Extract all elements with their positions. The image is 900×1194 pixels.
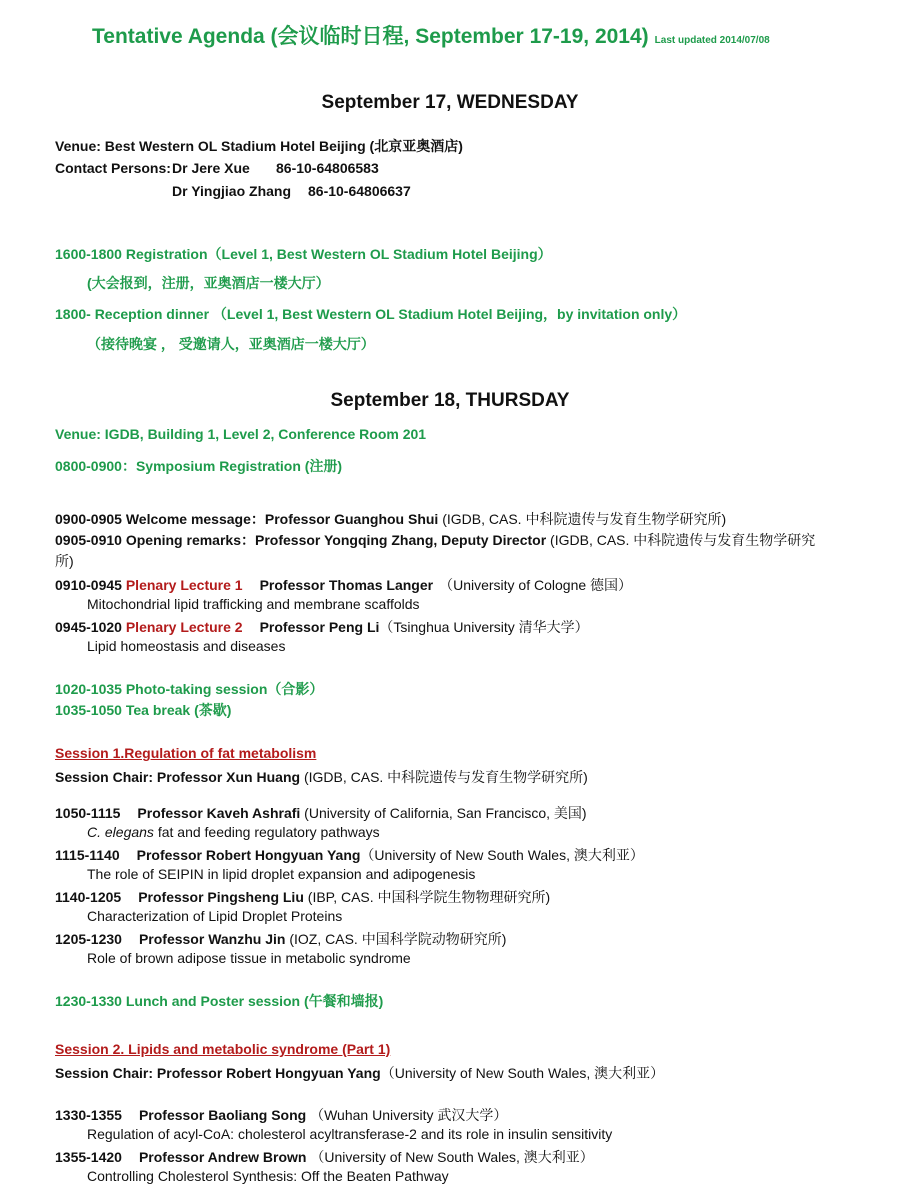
talk2-line bbox=[55, 845, 644, 865]
plenary1-time: 0910-0945 bbox=[55, 577, 126, 593]
talk-speaker: Professor Andrew Brown bbox=[138, 1149, 307, 1165]
contact-persons-label: Contact Persons: bbox=[55, 160, 171, 176]
day1-registration-cn: (大会报到，注册，亚奥酒店一楼大厅） bbox=[87, 275, 330, 291]
session1-chair-affil: (IGDB, CAS. 中科院遗传与发育生物学研究所) bbox=[300, 769, 588, 785]
day1-venue: Venue: Best Western OL Stadium Hotel Beijing (北京亚奥酒店) bbox=[55, 138, 463, 154]
talk1-line bbox=[55, 803, 587, 823]
talk-speaker: Professor Wanzhu Jin bbox=[138, 931, 286, 947]
talk-time: 1140-1205 bbox=[55, 889, 122, 905]
day2-registration: 0800-0900：Symposium Registration (注册) bbox=[55, 458, 343, 474]
plenary1-speaker: Professor Thomas Langer bbox=[259, 577, 434, 593]
plenary2-label: Plenary Lecture 2 bbox=[125, 619, 243, 635]
talk4-topic: Role of brown adipose tissue in metabolic syndrome bbox=[87, 950, 411, 966]
talk-time: 1355-1420 bbox=[55, 1149, 122, 1165]
last-updated: Last updated 2014/07/08 bbox=[654, 35, 770, 46]
contact2-name: Dr Yingjiao Zhang bbox=[172, 183, 292, 199]
opening-affil: (IGDB, CAS. 中科院遗传与发育生物学研究 bbox=[546, 532, 816, 548]
session2-chair-name: Session Chair: Professor Robert Hongyuan Yang bbox=[55, 1065, 381, 1081]
session2-chair-affil: （University of New South Wales, 澳大利亚） bbox=[380, 1065, 665, 1081]
talk-affil: (University of California, San Francisco, 美国) bbox=[300, 805, 587, 821]
talk-affil: (IOZ, CAS. 中国科学院动物研究所) bbox=[285, 931, 507, 947]
page-title bbox=[92, 20, 770, 50]
talk6-topic: Controlling Cholesterol Synthesis: Off the Beaten Pathway bbox=[87, 1168, 449, 1184]
welcome-bold: 0900-0905 Welcome message：Professor Guanghou Shui bbox=[55, 511, 439, 527]
plenary1-affil: （University of Cologne 德国） bbox=[439, 577, 633, 593]
welcome-line bbox=[55, 509, 726, 529]
session1-chair bbox=[55, 767, 588, 787]
talk4-line bbox=[55, 929, 506, 949]
day1-dinner-cn: （接待晚宴 ， 受邀请人，亚奥酒店一楼大厅） bbox=[87, 336, 375, 352]
talk1-topic bbox=[87, 824, 380, 840]
day1-registration: 1600-1800 Registration（Level 1, Best Western OL Stadium Hotel Beijing） bbox=[55, 246, 552, 262]
welcome-affil: (IGDB, CAS. 中科院遗传与发育生物学研究所) bbox=[438, 511, 727, 527]
talk-time: 1205-1230 bbox=[55, 931, 122, 947]
plenary2-time: 0945-1020 bbox=[55, 619, 126, 635]
title-text: Tentative Agenda (会议临时日程, September 17-19, 2014) bbox=[92, 25, 649, 48]
opening-bold: 0905-0910 Opening remarks：Professor Yongqing Zhang, Deputy Director bbox=[55, 532, 547, 548]
opening-wrap: 所) bbox=[55, 553, 74, 569]
talk-topic: fat and feeding regulatory pathways bbox=[153, 824, 380, 840]
tea-break: 1035-1050 Tea break (茶歇) bbox=[55, 702, 232, 718]
session2-chair bbox=[55, 1063, 664, 1083]
talk-speaker: Professor Kaveh Ashrafi bbox=[137, 805, 301, 821]
day1-heading: September 17, WEDNESDAY bbox=[321, 92, 579, 113]
day2-heading: September 18, THURSDAY bbox=[330, 390, 570, 411]
session1-title: Session 1.Regulation of fat metabolism bbox=[55, 745, 317, 761]
plenary2-topic: Lipid homeostasis and diseases bbox=[87, 638, 286, 654]
talk-affil: (IBP, CAS. 中国科学院生物物理研究所) bbox=[303, 889, 551, 905]
talk-affil: （University of New South Wales, 澳大利亚） bbox=[360, 847, 644, 863]
talk-speaker: Professor Baoliang Song bbox=[138, 1107, 307, 1123]
talk-topic-italic: C. elegans bbox=[87, 824, 154, 840]
talk-speaker: Professor Robert Hongyuan Yang bbox=[136, 847, 361, 863]
plenary2-line bbox=[55, 617, 589, 637]
plenary1-label: Plenary Lecture 1 bbox=[125, 577, 243, 593]
day2-venue: Venue: IGDB, Building 1, Level 2, Conference Room 201 bbox=[55, 426, 427, 442]
talk-time: 1330-1355 bbox=[55, 1107, 122, 1123]
session2-title: Session 2. Lipids and metabolic syndrome (Part 1) bbox=[55, 1041, 391, 1057]
talk6-line bbox=[55, 1147, 594, 1167]
talk5-topic: Regulation of acyl-CoA: cholesterol acyltransferase-2 and its role in insulin sensitivity bbox=[87, 1126, 613, 1142]
contact1-name: Dr Jere Xue bbox=[172, 160, 250, 176]
day1-dinner: 1800- Reception dinner （Level 1, Best Western OL Stadium Hotel Beijing，by invitation only） bbox=[55, 306, 687, 322]
talk-affil: （University of New South Wales, 澳大利亚） bbox=[306, 1149, 594, 1165]
contact2-phone: 86-10-64806637 bbox=[308, 183, 411, 199]
lunch-session: 1230-1330 Lunch and Poster session (午餐和墙报) bbox=[55, 993, 384, 1009]
photo-session: 1020-1035 Photo-taking session（合影） bbox=[55, 681, 324, 697]
plenary2-speaker: Professor Peng Li bbox=[259, 619, 380, 635]
plenary1-topic: Mitochondrial lipid trafficking and membrane scaffolds bbox=[87, 596, 420, 612]
talk3-line bbox=[55, 887, 550, 907]
plenary2-affil: （Tsinghua University 清华大学） bbox=[379, 619, 589, 635]
talk-affil: （Wuhan University 武汉大学） bbox=[306, 1107, 508, 1123]
talk-time: 1115-1140 bbox=[55, 847, 120, 863]
plenary1-line bbox=[55, 575, 632, 595]
talk2-topic: The role of SEIPIN in lipid droplet expansion and adipogenesis bbox=[87, 866, 476, 882]
contact1-phone: 86-10-64806583 bbox=[276, 160, 379, 176]
talk5-line bbox=[55, 1105, 507, 1125]
talk3-topic: Characterization of Lipid Droplet Proteins bbox=[87, 908, 343, 924]
opening-line bbox=[55, 530, 815, 550]
session1-chair-name: Session Chair: Professor Xun Huang bbox=[55, 769, 301, 785]
talk-speaker: Professor Pingsheng Liu bbox=[138, 889, 304, 905]
talk-time: 1050-1115 bbox=[55, 805, 121, 821]
